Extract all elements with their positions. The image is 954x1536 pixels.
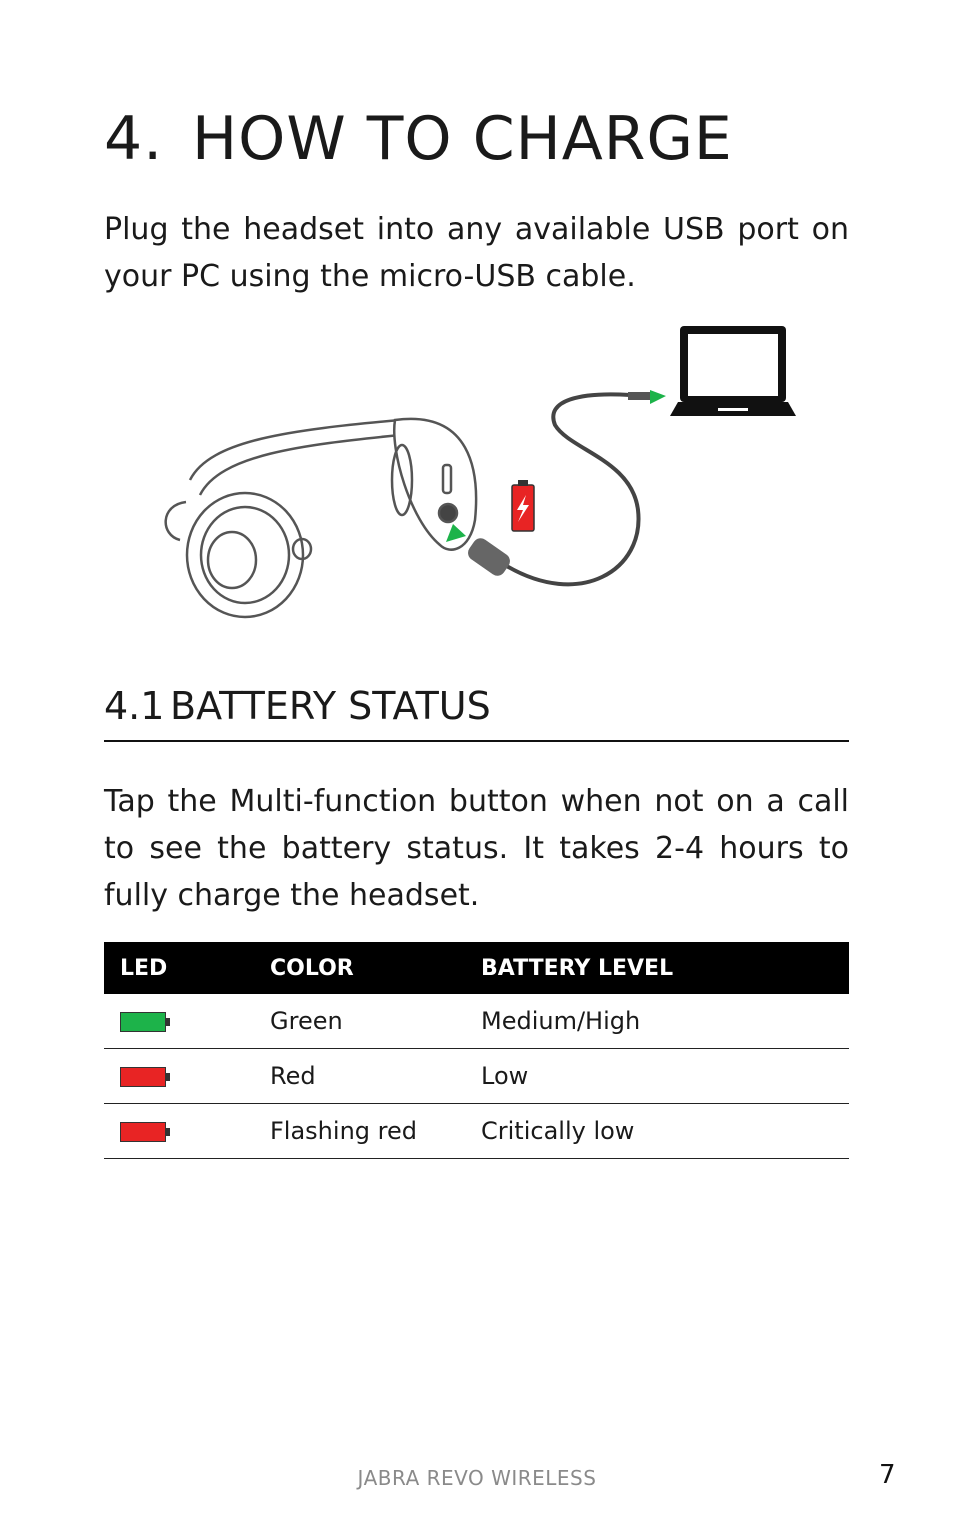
section-title: BATTERY STATUS	[170, 684, 491, 728]
battery-status-paragraph: Tap the Multi-function button when not on a call to see the battery status. It takes 2-4 hours to fully charge the headset.	[104, 784, 849, 913]
table-row	[104, 1104, 849, 1159]
led-indicator-icon	[120, 1122, 166, 1142]
column-header-color: COLOR	[238, 942, 465, 994]
intro-paragraph: Plug the headset into any available USB port on your PC using the micro-USB cable.	[104, 212, 849, 294]
level-cell: Medium/High	[465, 994, 849, 1049]
battery-charging-icon	[512, 480, 534, 531]
table-header-row	[104, 942, 849, 994]
charging-diagram	[150, 320, 810, 620]
footer-product-name: JABRA REVO WIRELESS	[357, 1466, 597, 1490]
headset-illustration	[166, 419, 476, 617]
led-cell	[104, 1104, 238, 1159]
level-cell: Low	[465, 1049, 849, 1104]
battery-status-table	[104, 942, 849, 1159]
charging-illustration	[150, 320, 810, 620]
section-number: 4.1	[104, 684, 165, 728]
title-number: 4.	[104, 104, 164, 174]
laptop-icon	[670, 326, 796, 416]
column-header-led: LED	[104, 942, 238, 994]
color-cell: Red	[238, 1049, 465, 1104]
usb-plug-laptop-icon	[628, 390, 666, 404]
section-heading	[104, 684, 849, 742]
led-indicator-icon	[120, 1067, 166, 1087]
page-title	[104, 104, 733, 174]
usb-plug-headset-icon	[446, 524, 513, 579]
table-row	[104, 1049, 849, 1104]
page-number: 7	[879, 1460, 896, 1490]
color-cell: Flashing red	[238, 1104, 465, 1159]
title-text: HOW TO CHARGE	[192, 104, 733, 174]
table-row	[104, 994, 849, 1049]
led-indicator-icon	[120, 1012, 166, 1032]
led-cell	[104, 1049, 238, 1104]
color-cell: Green	[238, 994, 465, 1049]
level-cell: Critically low	[465, 1104, 849, 1159]
led-cell	[104, 994, 238, 1049]
column-header-battery-level: BATTERY LEVEL	[465, 942, 849, 994]
